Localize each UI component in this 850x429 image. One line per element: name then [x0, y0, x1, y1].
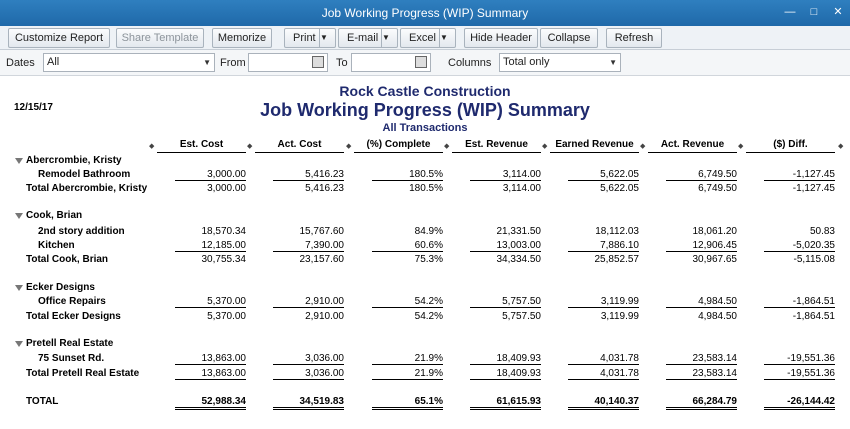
- table-cell[interactable]: -1,127.45: [764, 169, 835, 181]
- table-cell[interactable]: 54.2%: [414, 311, 443, 322]
- table-cell[interactable]: 21.9%: [372, 368, 443, 380]
- filter-bar: [0, 50, 850, 76]
- table-cell[interactable]: -1,127.45: [792, 183, 835, 194]
- dates-select[interactable]: [43, 53, 215, 72]
- table-cell[interactable]: 7,390.00: [273, 240, 344, 252]
- row-label: Remodel Bathroom: [38, 169, 131, 180]
- table-cell[interactable]: 66,284.79: [666, 396, 737, 410]
- from-label: From: [220, 57, 246, 69]
- email-button[interactable]: [338, 28, 398, 48]
- table-cell[interactable]: 5,370.00: [175, 296, 246, 308]
- column-resize-icon[interactable]: ◆: [149, 143, 155, 150]
- table-cell[interactable]: -19,551.36: [764, 368, 835, 380]
- table-cell[interactable]: 21,331.50: [496, 226, 541, 237]
- table-cell[interactable]: 3,036.00: [273, 353, 344, 365]
- expand-triangle-icon[interactable]: [15, 213, 23, 219]
- column-header[interactable]: Est. Revenue: [452, 139, 541, 153]
- column-header[interactable]: Est. Cost: [157, 139, 246, 153]
- row-label: Pretell Real Estate: [26, 338, 114, 349]
- table-cell[interactable]: 18,409.93: [470, 368, 541, 380]
- row-label: Cook, Brian: [26, 210, 83, 221]
- total-row[interactable]: [0, 368, 850, 382]
- total-row[interactable]: [0, 311, 850, 325]
- dates-value: All: [47, 56, 60, 68]
- calendar-icon[interactable]: [415, 56, 427, 68]
- table-cell[interactable]: 25,852.57: [594, 254, 639, 265]
- table-cell[interactable]: 34,519.83: [273, 396, 344, 410]
- table-cell[interactable]: 5,416.23: [305, 183, 344, 194]
- dates-label: Dates: [6, 57, 35, 69]
- table-row[interactable]: [0, 353, 850, 367]
- row-label: 75 Sunset Rd.: [38, 353, 105, 364]
- table-cell[interactable]: 3,114.00: [502, 183, 541, 194]
- row-label: Total Pretell Real Estate: [26, 368, 140, 379]
- table-cell[interactable]: -1,864.51: [792, 311, 835, 322]
- table-cell[interactable]: 3,000.00: [175, 169, 246, 181]
- chevron-down-icon: ▼: [609, 58, 617, 67]
- table-cell[interactable]: 75.3%: [414, 254, 443, 265]
- column-header[interactable]: Act. Cost: [255, 139, 344, 153]
- row-label: Ecker Designs: [26, 282, 95, 293]
- customize-report-button[interactable]: Customize Report: [8, 28, 110, 48]
- chevron-down-icon[interactable]: ▼: [439, 29, 455, 47]
- columns-value: Total only: [503, 56, 550, 68]
- table-row[interactable]: [0, 296, 850, 310]
- table-row[interactable]: [0, 226, 850, 240]
- excel-button[interactable]: [400, 28, 456, 48]
- row-label: 2nd story addition: [38, 226, 125, 237]
- row-label: Kitchen: [38, 240, 75, 251]
- column-resize-icon[interactable]: ◆: [247, 143, 253, 150]
- table-cell[interactable]: 3,119.99: [600, 311, 639, 322]
- table-cell[interactable]: 3,036.00: [273, 368, 344, 380]
- group-row[interactable]: [0, 155, 850, 169]
- table-cell[interactable]: 4,031.78: [568, 353, 639, 365]
- column-resize-icon[interactable]: ◆: [640, 143, 646, 150]
- table-cell[interactable]: 5,757.50: [470, 296, 541, 308]
- table-cell[interactable]: 60.6%: [372, 240, 443, 252]
- report-date: 12/15/17: [14, 102, 53, 113]
- chevron-down-icon[interactable]: ▼: [319, 29, 335, 47]
- table-row[interactable]: [0, 240, 850, 254]
- table-cell[interactable]: 34,334.50: [496, 254, 541, 265]
- company-name: Rock Castle Construction: [339, 83, 511, 99]
- columns-select[interactable]: [499, 53, 621, 72]
- group-row[interactable]: [0, 282, 850, 296]
- table-cell[interactable]: 18,061.20: [692, 226, 737, 237]
- table-cell[interactable]: 23,157.60: [299, 254, 344, 265]
- table-cell[interactable]: 18,570.34: [201, 226, 246, 237]
- to-label: To: [336, 57, 348, 69]
- column-header[interactable]: Earned Revenue: [550, 139, 639, 153]
- table-cell[interactable]: 54.2%: [372, 296, 443, 308]
- table-cell[interactable]: 21.9%: [372, 353, 443, 365]
- chevron-down-icon[interactable]: ▼: [381, 29, 397, 47]
- total-row[interactable]: [0, 254, 850, 268]
- table-cell[interactable]: 61,615.93: [470, 396, 541, 410]
- column-resize-icon[interactable]: ◆: [738, 143, 744, 150]
- table-cell[interactable]: 5,622.05: [568, 169, 639, 181]
- table-cell[interactable]: 180.5%: [409, 183, 443, 194]
- column-header[interactable]: (%) Complete: [354, 139, 443, 153]
- table-cell[interactable]: 3,119.99: [568, 296, 639, 308]
- columns-label: Columns: [448, 57, 492, 69]
- window-controls: [782, 4, 846, 20]
- email-label: E-mail: [347, 32, 379, 44]
- table-cell[interactable]: 15,767.60: [299, 226, 344, 237]
- report-title: Job Working Progress (WIP) Summary: [260, 100, 590, 120]
- table-cell[interactable]: 13,003.00: [470, 240, 541, 252]
- table-cell[interactable]: 23,583.14: [666, 353, 737, 365]
- table-cell[interactable]: 84.9%: [414, 226, 443, 237]
- table-cell[interactable]: 3,114.00: [470, 169, 541, 181]
- column-resize-icon[interactable]: ◆: [444, 143, 450, 150]
- to-date-field[interactable]: [351, 53, 431, 72]
- close-icon[interactable]: ✕: [833, 6, 843, 18]
- table-cell[interactable]: 18,112.03: [595, 226, 639, 237]
- table-cell[interactable]: -5,115.08: [793, 254, 835, 265]
- column-resize-icon[interactable]: ◆: [542, 143, 548, 150]
- memorize-button[interactable]: Memorize: [212, 28, 272, 48]
- row-label: Office Repairs: [38, 296, 106, 307]
- expand-triangle-icon[interactable]: [15, 341, 23, 347]
- table-cell[interactable]: 30,967.65: [692, 254, 737, 265]
- report-subtitle: All Transactions: [382, 122, 468, 134]
- table-cell[interactable]: 4,984.50: [698, 311, 737, 322]
- report-toolbar: [0, 26, 850, 50]
- minimize-icon[interactable]: —: [784, 6, 796, 18]
- total-row[interactable]: [0, 183, 850, 197]
- table-cell[interactable]: 6,749.50: [698, 183, 737, 194]
- table-cell[interactable]: 5,416.23: [273, 169, 344, 181]
- row-label: Total Abercrombie, Kristy: [26, 183, 148, 194]
- table-row[interactable]: [0, 169, 850, 183]
- expand-triangle-icon[interactable]: [15, 158, 23, 164]
- grand-total-row[interactable]: [0, 396, 850, 410]
- table-cell[interactable]: 23,583.14: [666, 368, 737, 380]
- row-label: Abercrombie, Kristy: [26, 155, 122, 166]
- table-cell[interactable]: 12,906.45: [666, 240, 737, 252]
- table-cell[interactable]: 7,886.10: [568, 240, 639, 252]
- report-body: [0, 76, 850, 429]
- window-titlebar: [0, 0, 850, 26]
- column-header[interactable]: ($) Diff.: [746, 139, 835, 153]
- expand-triangle-icon[interactable]: [15, 285, 23, 291]
- chevron-down-icon: ▼: [203, 58, 211, 67]
- table-cell[interactable]: -1,864.51: [764, 296, 835, 308]
- calendar-icon[interactable]: [312, 56, 324, 68]
- table-cell[interactable]: 2,910.00: [273, 296, 344, 308]
- table-cell[interactable]: 180.5%: [372, 169, 443, 181]
- table-cell[interactable]: 18,409.93: [470, 353, 541, 365]
- row-label: Total Cook, Brian: [26, 254, 109, 265]
- maximize-icon[interactable]: □: [810, 6, 818, 18]
- hide-header-button[interactable]: Hide Header: [464, 28, 538, 48]
- column-resize-icon[interactable]: ◆: [346, 143, 352, 150]
- table-cell[interactable]: -5,020.35: [764, 240, 835, 252]
- refresh-button[interactable]: Refresh: [606, 28, 662, 48]
- table-cell[interactable]: 13,863.00: [175, 368, 246, 380]
- table-cell[interactable]: 40,140.37: [568, 396, 639, 410]
- column-resize-icon[interactable]: ◆: [838, 143, 844, 150]
- table-cell[interactable]: 13,863.00: [175, 353, 246, 365]
- from-date-field[interactable]: [248, 53, 328, 72]
- row-label: TOTAL: [26, 396, 59, 407]
- collapse-button[interactable]: Collapse: [540, 28, 598, 48]
- table-cell[interactable]: 12,185.00: [175, 240, 246, 252]
- share-template-button: Share Template: [116, 28, 204, 48]
- table-cell[interactable]: 30,755.34: [201, 254, 246, 265]
- table-cell[interactable]: 65.1%: [372, 396, 443, 410]
- group-row[interactable]: [0, 210, 850, 224]
- column-header[interactable]: Act. Revenue: [648, 139, 737, 153]
- table-cell[interactable]: 2,910.00: [305, 311, 344, 322]
- group-row[interactable]: [0, 338, 850, 352]
- print-label: Print: [293, 32, 316, 44]
- table-cell[interactable]: 4,031.78: [568, 368, 639, 380]
- table-cell[interactable]: -26,144.42: [764, 396, 835, 410]
- window-title: Job Working Progress (WIP) Summary: [321, 6, 529, 20]
- table-cell[interactable]: 6,749.50: [666, 169, 737, 181]
- print-button[interactable]: [284, 28, 336, 48]
- table-cell[interactable]: 5,622.05: [600, 183, 639, 194]
- table-cell[interactable]: 50.83: [809, 226, 835, 237]
- row-label: Total Ecker Designs: [26, 311, 121, 322]
- table-cell[interactable]: 5,370.00: [207, 311, 246, 322]
- table-cell[interactable]: 4,984.50: [666, 296, 737, 308]
- table-cell[interactable]: 3,000.00: [207, 183, 246, 194]
- excel-label: Excel: [409, 32, 436, 44]
- table-cell[interactable]: -19,551.36: [764, 353, 835, 365]
- table-cell[interactable]: 5,757.50: [502, 311, 541, 322]
- table-cell[interactable]: 52,988.34: [175, 396, 246, 410]
